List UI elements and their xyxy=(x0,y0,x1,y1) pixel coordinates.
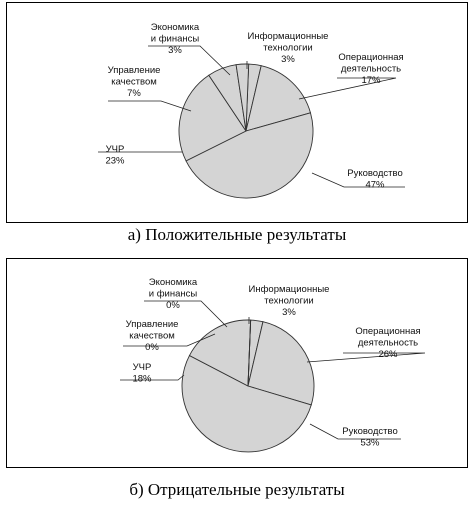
slice-label-line: Информационные xyxy=(248,284,330,295)
slice-value-finance: 0% xyxy=(166,300,180,311)
leader-line-hrm xyxy=(120,375,184,380)
slice-label-line: деятельность xyxy=(340,63,402,75)
slice-label-hrm xyxy=(132,362,152,385)
slice-label-line: Управление xyxy=(107,65,161,76)
slice-label-line: УЧР xyxy=(132,362,152,373)
slice-label-line: Руководство xyxy=(342,426,398,437)
slice-label-it xyxy=(249,284,330,318)
slice-label-line: и финансы xyxy=(150,33,200,45)
leader-line-operations xyxy=(307,353,425,362)
slice-label-line: Информационные xyxy=(247,31,329,42)
chart-panel-positive xyxy=(6,2,468,223)
slice-value-it: 3% xyxy=(281,54,295,65)
chart-panel-negative xyxy=(6,258,468,468)
slice-value-it: 3% xyxy=(282,307,296,318)
pie-chart-positive xyxy=(7,3,467,222)
slice-label-finance xyxy=(151,22,200,56)
slice-label-line: Операционная xyxy=(338,52,404,63)
slice-value-quality: 0% xyxy=(145,342,159,353)
slice-value-management: 53% xyxy=(360,437,380,449)
slice-label-it xyxy=(248,31,329,65)
slice-label-line: Руководство xyxy=(347,168,403,179)
leader-line-operations xyxy=(299,78,396,99)
slice-value-finance: 3% xyxy=(168,45,182,56)
slice-label-line: Операционная xyxy=(355,326,421,337)
slice-label-finance xyxy=(149,277,198,311)
slice-label-operations xyxy=(355,326,420,360)
slice-label-line: Управление xyxy=(125,319,179,330)
slice-value-operations: 17% xyxy=(361,75,381,86)
slice-value-management: 47% xyxy=(365,179,385,191)
leader-line-quality xyxy=(108,101,191,111)
slice-label-management xyxy=(342,426,398,449)
slice-label-line: деятельность xyxy=(357,337,419,349)
slice-value-hrm: 23% xyxy=(105,155,125,167)
slice-label-line: Экономика xyxy=(150,22,200,33)
slice-label-quality xyxy=(108,65,161,99)
slice-value-hrm: 18% xyxy=(132,373,152,385)
slice-label-quality xyxy=(126,319,179,353)
pie-slices xyxy=(179,64,313,198)
pie-chart-negative xyxy=(7,259,467,467)
chart-caption-positive: а) Положительные результаты xyxy=(127,225,347,244)
slice-label-hrm xyxy=(105,144,125,167)
slice-label-line: УЧР xyxy=(105,144,125,155)
slice-label-line: технологии xyxy=(264,295,314,307)
slice-label-line: качеством xyxy=(129,330,175,342)
slice-value-operations: 26% xyxy=(378,349,398,360)
slice-label-line: Экономика xyxy=(148,277,198,288)
chart-caption-negative: б) Отрицательные результаты xyxy=(129,480,345,499)
slice-label-operations xyxy=(338,52,403,86)
slice-label-line: качеством xyxy=(111,76,157,88)
slice-label-line: и финансы xyxy=(148,288,198,300)
slice-label-line: технологии xyxy=(263,42,313,54)
slice-value-quality: 7% xyxy=(127,88,141,99)
